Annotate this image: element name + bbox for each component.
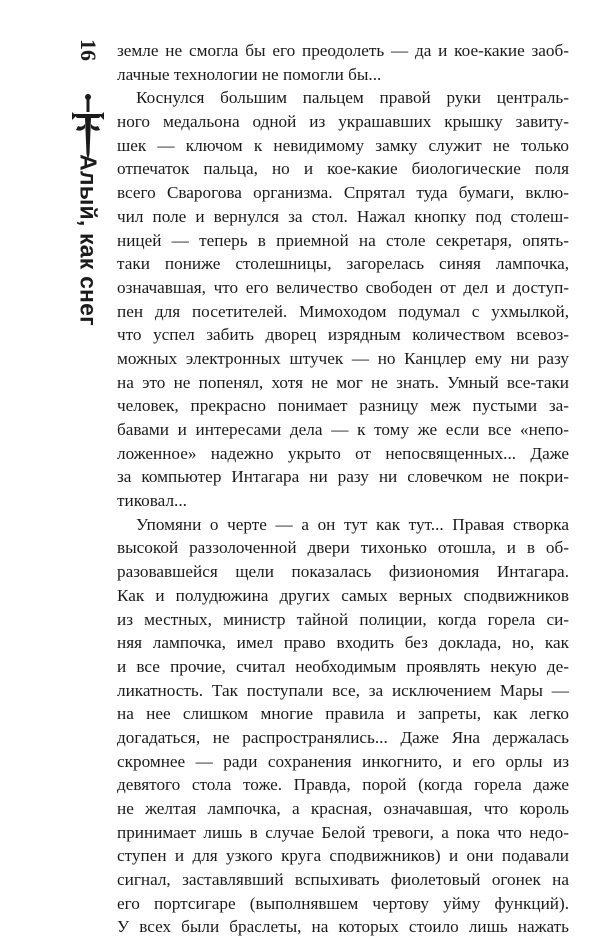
body-text	[117, 39, 569, 939]
text-line: из местных, министр тайной полиции, когда горела си-	[117, 609, 569, 629]
text-line: означавшая, что его величество свободен от дел и доступ-	[117, 277, 569, 297]
running-head	[70, 30, 106, 326]
text-line: ступен и для узкого круга сподвижников) и они подавали	[117, 846, 569, 866]
text-line: принимает лишь в случае Белой тревоги, а пока что недо-	[117, 822, 569, 842]
running-title: Алый, как снег	[75, 154, 102, 326]
text-line: всего Сварогова организма. Спрятал туда бумаги, вклю-	[117, 183, 569, 203]
text-line: девятого стола тоже. Правда, порой (когда горела даже	[117, 775, 569, 795]
text-line: не желтая лампочка, а красная, означавшая, что король	[117, 799, 569, 818]
text-line: высокой раззолоченной двери тихонько отошла, и в об-	[117, 538, 569, 558]
text-line: можных электронных штучек — но Канцлер ему ни разу	[117, 348, 569, 368]
text-line: догадаться, не распространялись... Даже Яна держалась	[117, 727, 569, 747]
text-line: лачные технологии не помогли бы...	[117, 64, 382, 84]
text-line: бавами и интересами дела — к тому же если все «непо-	[117, 420, 569, 439]
text-line: тиковал...	[117, 491, 187, 511]
text-line: отпечаток пальца, но и кое-какие биологические поля	[117, 159, 569, 179]
page-number: 16	[76, 39, 101, 61]
text-line: У всех были браслеты, на которых стоило лишь нажать	[117, 917, 569, 937]
text-line: ного медальона одной из украшавших крышку завиту-	[117, 112, 569, 132]
text-line: скромнее — ради сохранения инкогнито, и его орлы из	[117, 751, 569, 771]
text-line: Как и полудюжина других самых верных сподвижников	[117, 585, 569, 605]
text-line: на нее слишком многие правила и запреты, как легко	[117, 704, 569, 724]
text-line: Коснулся большим пальцем правой руки централь-	[136, 88, 569, 108]
text-line: его портсигаре (выполнявшем чертову уйму функций).	[117, 893, 569, 913]
text-line: разовавшейся щели показалась физиономия Интагара.	[117, 562, 569, 582]
text-line: таки пониже столешницы, загорелась синяя лампочка,	[117, 254, 569, 274]
text-line: няя лампочка, имел право входить без доклада, но, как	[117, 633, 569, 653]
text-line: ницей — теперь в приемной на столе секретаря, опять-	[117, 230, 569, 250]
text-line: за компьютер Интагара ни разу ни словечком не покри-	[117, 467, 569, 487]
text-line: шек — ключом к невидимому замку служит не только	[117, 135, 569, 155]
text-line: сигнал, заставлявший вспыхивать фиолетовый огонек на	[117, 870, 569, 890]
text-line: что успел забить дворец изрядным количеством всевоз-	[117, 325, 569, 345]
text-line: ложенное» надежно укрыто от непосвященных... Даже	[117, 443, 569, 463]
text-line: ликатность. Так поступали все, за исключением Мары —	[117, 680, 569, 700]
dagger-ornament-icon	[70, 92, 106, 162]
text-line: чил поле и вернулся за стол. Нажал кнопку под столеш-	[117, 206, 569, 226]
text-line: пен для посетителей. Мимоходом подумал с ухмылкой,	[117, 301, 569, 321]
text-line: земле не смогла бы его преодолеть — да и кое-какие заоб-	[117, 41, 569, 60]
text-line: человек, прекрасно понимает разницу меж пустыми за-	[117, 396, 569, 416]
text-line: Упомяни о черте — а он тут как тут... Правая створка	[136, 514, 569, 534]
text-line: на это не попенял, хотя не мог не знать. Умный все-таки	[117, 372, 569, 392]
text-line: и все прочие, считал необходимым проявлять некую де-	[117, 656, 569, 676]
